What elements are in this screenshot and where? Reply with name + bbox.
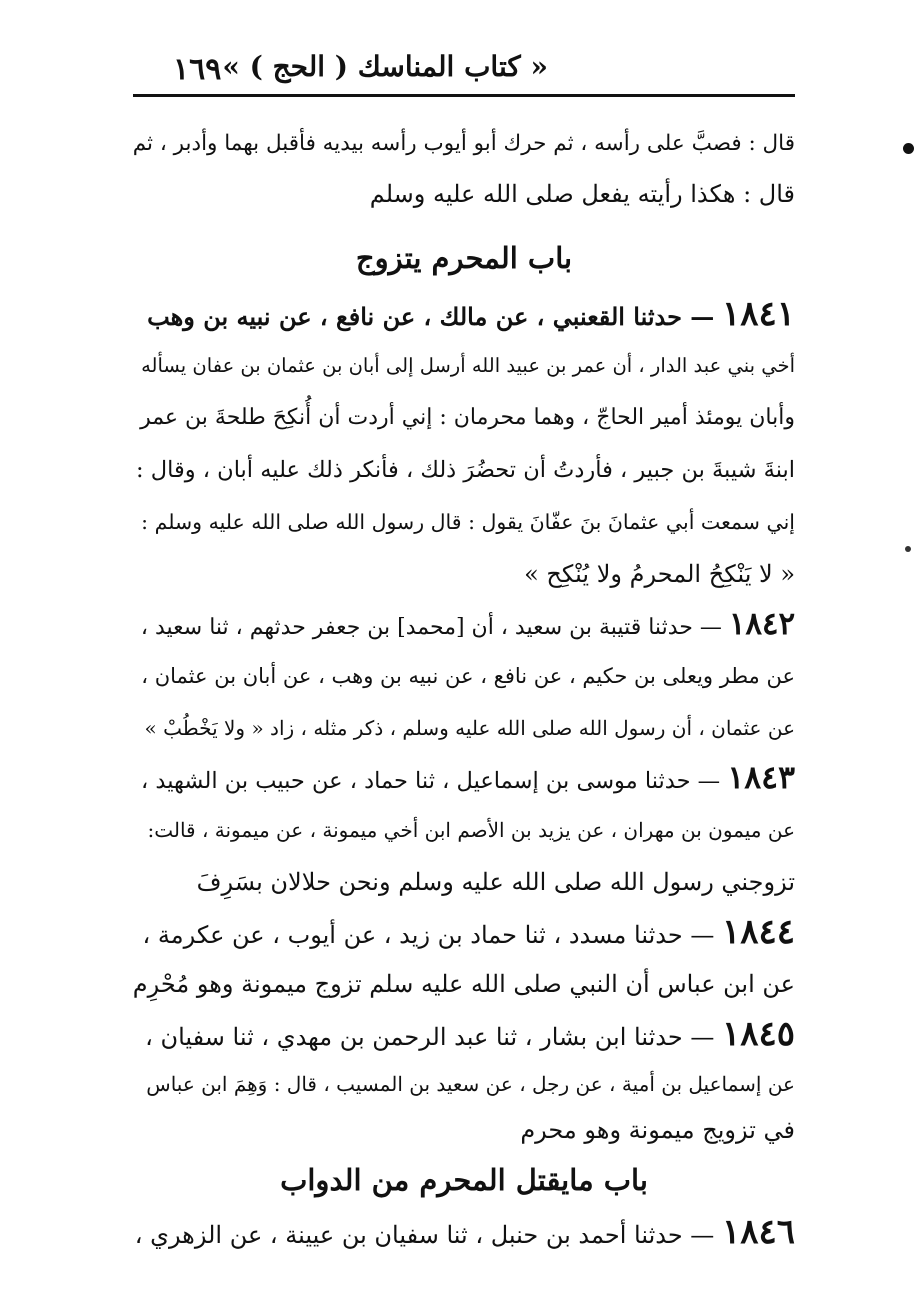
hadith-line: ١٨٤١ — حدثنا القعنبي ، عن مالك ، عن نافع ، عن نبيه بن وهب	[147, 294, 795, 334]
text-line: ابنةَ شيبةَ بن جبير ، فأردتُ أن تحضُرَ ذلك ، فأنكر ذلك عليه أبان ، وقال :	[136, 457, 795, 483]
text-line: قال : هكذا رأيته يفعل صلى الله عليه وسلم	[369, 180, 795, 208]
page-number: ١٦٩	[173, 52, 222, 87]
text-line: قال : فصبَّ على رأسه ، ثم حرك أبو أيوب رأسه بيديه فأقبل بهما وأدبر ، ثم	[133, 131, 795, 156]
text-line: تزوجني رسول الله صلى الله عليه وسلم ونحن حلالان بسَرِفَ	[196, 868, 795, 896]
hadith-number: ١٨٤١	[721, 294, 795, 334]
text-line: أخي بني عبد الدار ، أن عمر بن عبيد الله أرسل إلى أبان بن عثمان بن عفان يسأله	[141, 354, 795, 377]
text-line: عن عثمان ، أن رسول الله صلى الله عليه وسلم ، ذكر مثله ، زاد « ولا يَخْطُبْ »	[144, 716, 795, 740]
hadith-number: ١٨٤٢	[728, 606, 795, 642]
section-heading: باب المحرم يتزوج	[355, 241, 573, 275]
hadith-line: ١٨٤٤ — حدثنا مسدد ، ثنا حماد بن زيد ، عن أيوب ، عن عكرمة ،	[142, 912, 795, 952]
text-line: عن مطر ويعلى بن حكيم ، عن نافع ، عن نبيه بن وهب ، عن أبان بن عثمان ،	[141, 664, 795, 688]
hadith-number: ١٨٤٤	[721, 912, 795, 952]
text-line: عن إسماعيل بن أمية ، عن رجل ، عن سعيد بن المسيب ، قال : وَهِمَ ابن عباس	[146, 1072, 795, 1096]
hadith-number: ١٨٤٦	[721, 1212, 795, 1252]
margin-mark	[903, 143, 914, 154]
hadith-number: ١٨٤٣	[727, 759, 795, 796]
header-rule	[133, 94, 795, 97]
running-title: « كتاب المناسك ( الحج ) »	[222, 50, 548, 83]
text-line: عن ميمون بن مهران ، عن يزيد بن الأصم ابن أخي ميمونة ، عن ميمونة ، قالت:	[147, 818, 795, 842]
text-line: وأبان يومئذ أمير الحاجّ ، وهما محرمان : إني أردت أن أُنكِحَ طلحةَ بن عمر	[140, 405, 795, 430]
hadith-line: ١٨٤٢ — حدثنا قتيبة بن سعيد ، أن [محمد] بن جعفر حدثهم ، ثنا سعيد ،	[140, 606, 795, 642]
hadith-line: ١٨٤٥ — حدثنا ابن بشار ، ثنا عبد الرحمن بن مهدي ، ثنا سفيان ،	[145, 1014, 795, 1054]
text-line: « لا يَنْكِحُ المحرمُ ولا يُنْكِح »	[524, 560, 795, 588]
page-header	[133, 44, 795, 94]
hadith-line: ١٨٤٣ — حدثنا موسى بن إسماعيل ، ثنا حماد ، عن حبيب بن الشهيد ،	[141, 759, 795, 796]
text-line: إني سمعت أبي عثمانَ بنَ عفّانَ يقول : قال رسول الله صلى الله عليه وسلم :	[141, 510, 795, 534]
hadith-line: ١٨٤٦ — حدثنا أحمد بن حنبل ، ثنا سفيان بن عيينة ، عن الزهري ،	[134, 1212, 795, 1252]
text-line: في تزويج ميمونة وهو محرم	[520, 1116, 795, 1144]
margin-speck	[905, 546, 911, 552]
section-heading: باب مايقتل المحرم من الدواب	[280, 1163, 648, 1197]
hadith-number: ١٨٤٥	[721, 1014, 795, 1054]
text-line: عن ابن عباس أن النبي صلى الله عليه سلم تزوج ميمونة وهو مُحْرِم	[133, 970, 795, 998]
